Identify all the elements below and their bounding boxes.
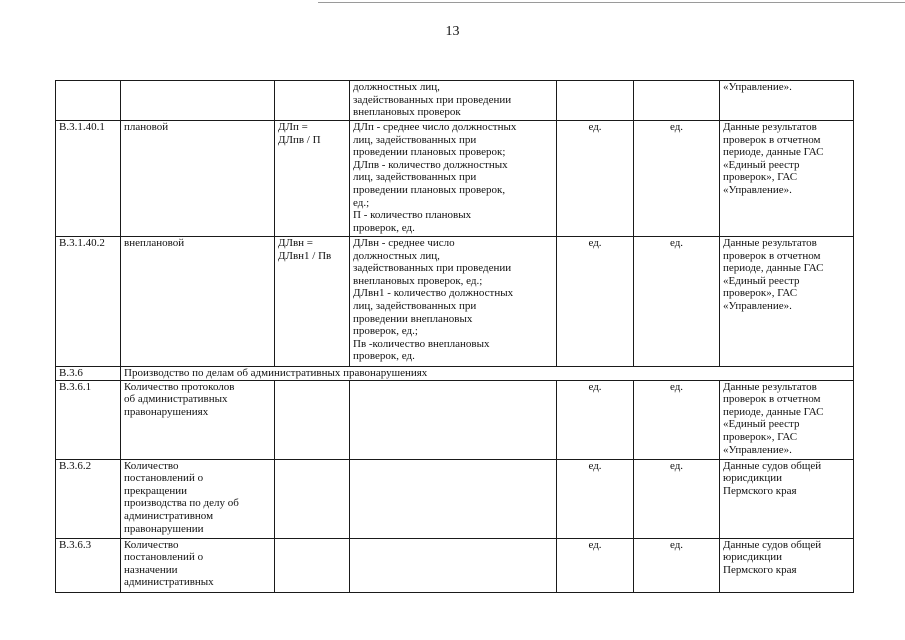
scan-edge-line [318, 2, 905, 3]
cell-formula [275, 538, 350, 592]
cell-unit-2-text: ед. [669, 380, 684, 393]
cell-code [56, 459, 121, 538]
cell-formula [275, 121, 350, 237]
cell-unit-2 [634, 121, 720, 237]
cell-source-text: Данные судов общей юрисдикции Пермского края [723, 459, 822, 497]
cell-unit-2 [634, 459, 720, 538]
cell-unit-2-text: ед. [669, 121, 684, 133]
cell-source-text: Данные результатов проверок в отчетном периоде, данные ГАС «Единый реестр проверок», ГАС «Управление». [723, 237, 824, 312]
cell-formula [275, 459, 350, 538]
cell-unit-1 [557, 81, 634, 121]
table-row [56, 380, 854, 459]
cell-description-text: должностных лиц, задействованных при проведении внеплановых проверок [353, 81, 512, 119]
cell-unit-1-text: ед. [588, 380, 602, 393]
cell-unit-2 [634, 81, 720, 121]
indicators-table [55, 80, 854, 593]
cell-name-text: внеплановой [124, 237, 185, 249]
cell-unit-1-text: ед. [588, 538, 602, 551]
cell-code [56, 380, 121, 459]
cell-unit-2-text: ед. [669, 459, 684, 472]
cell-source [720, 459, 854, 538]
cell-unit-1 [557, 237, 634, 367]
cell-code-text: В.3.1.40.1 [59, 121, 105, 133]
cell-code [56, 81, 121, 121]
cell-description [350, 81, 557, 121]
cell-name [121, 380, 275, 459]
page-number: 13 [445, 24, 460, 39]
cell-source [720, 237, 854, 367]
cell-unit-2-text: ед. [669, 237, 684, 249]
table-row [56, 121, 854, 237]
section-title: Производство по делам об административных правонарушениях [121, 367, 854, 381]
cell-unit-2 [634, 538, 720, 592]
cell-description [350, 380, 557, 459]
cell-code [56, 538, 121, 592]
table-row [56, 538, 854, 592]
cell-source [720, 380, 854, 459]
cell-source-text: Данные результатов проверок в отчетном периоде, данные ГАС «Единый реестр проверок», ГАС «Управление». [723, 380, 824, 456]
cell-source [720, 538, 854, 592]
section-row [56, 367, 854, 381]
cell-unit-1 [557, 459, 634, 538]
cell-code-text: В.3.6.3 [59, 538, 92, 551]
cell-name [121, 237, 275, 367]
cell-source [720, 121, 854, 237]
cell-name-text: Количество постановлений о прекращении производства по делу об административном правонарушении [124, 459, 239, 535]
table-row [56, 459, 854, 538]
cell-name [121, 538, 275, 592]
cell-name-text: Количество постановлений о назначении административных [124, 538, 214, 589]
cell-source [720, 81, 854, 121]
cell-unit-2 [634, 237, 720, 367]
cell-name [121, 81, 275, 121]
cell-code-text: В.3.1.40.2 [59, 237, 105, 249]
cell-unit-1 [557, 380, 634, 459]
cell-source-text: Данные результатов проверок в отчетном периоде, данные ГАС «Единый реестр проверок», ГАС «Управление». [723, 121, 824, 196]
cell-unit-2 [634, 380, 720, 459]
cell-code [56, 121, 121, 237]
table-row [56, 237, 854, 367]
cell-formula [275, 81, 350, 121]
cell-formula [275, 380, 350, 459]
cell-name-text: плановой [124, 121, 169, 133]
cell-source-text: «Управление». [723, 81, 792, 93]
cell-unit-1 [557, 538, 634, 592]
cell-source-text: Данные судов общей юрисдикции Пермского края [723, 538, 822, 576]
cell-formula-text: ДЛп = ДЛпв / П [278, 121, 321, 146]
cell-description [350, 538, 557, 592]
table-row [56, 81, 854, 121]
cell-formula-text: ДЛвн = ДЛвн1 / Пв [278, 237, 332, 262]
cell-unit-1-text: ед. [588, 121, 602, 133]
cell-description-text: ДЛп - среднее число должностных лиц, задействованных при проведении плановых проверок; ДЛпв - количество должностных лиц, задействованных при проведении плановых проверок, ед.; П - количество плановых проверок, ед. [353, 121, 517, 234]
cell-description [350, 121, 557, 237]
cell-unit-1-text: ед. [588, 459, 602, 472]
cell-formula [275, 237, 350, 367]
cell-unit-2-text: ед. [669, 538, 684, 551]
cell-name [121, 121, 275, 237]
cell-description-text: ДЛвн - среднее число должностных лиц, задействованных при проведении внеплановых проверок, ед.; ДЛвн1 - количество должностных лиц, задействованных при проведении внеплановых проверок, ед.; Пв -количество внеплановых проверок, ед. [353, 237, 514, 363]
cell-description [350, 459, 557, 538]
cell-name-text: Количество протоколов об административных правонарушениях [124, 380, 235, 418]
cell-code-text: В.3.6.2 [59, 459, 92, 472]
cell-description [350, 237, 557, 367]
section-code: В.3.6 [56, 367, 121, 381]
cell-name [121, 459, 275, 538]
cell-unit-1 [557, 121, 634, 237]
cell-code [56, 237, 121, 367]
cell-unit-1-text: ед. [588, 237, 602, 249]
cell-code-text: В.3.6.1 [59, 380, 92, 393]
table-body [56, 81, 854, 593]
